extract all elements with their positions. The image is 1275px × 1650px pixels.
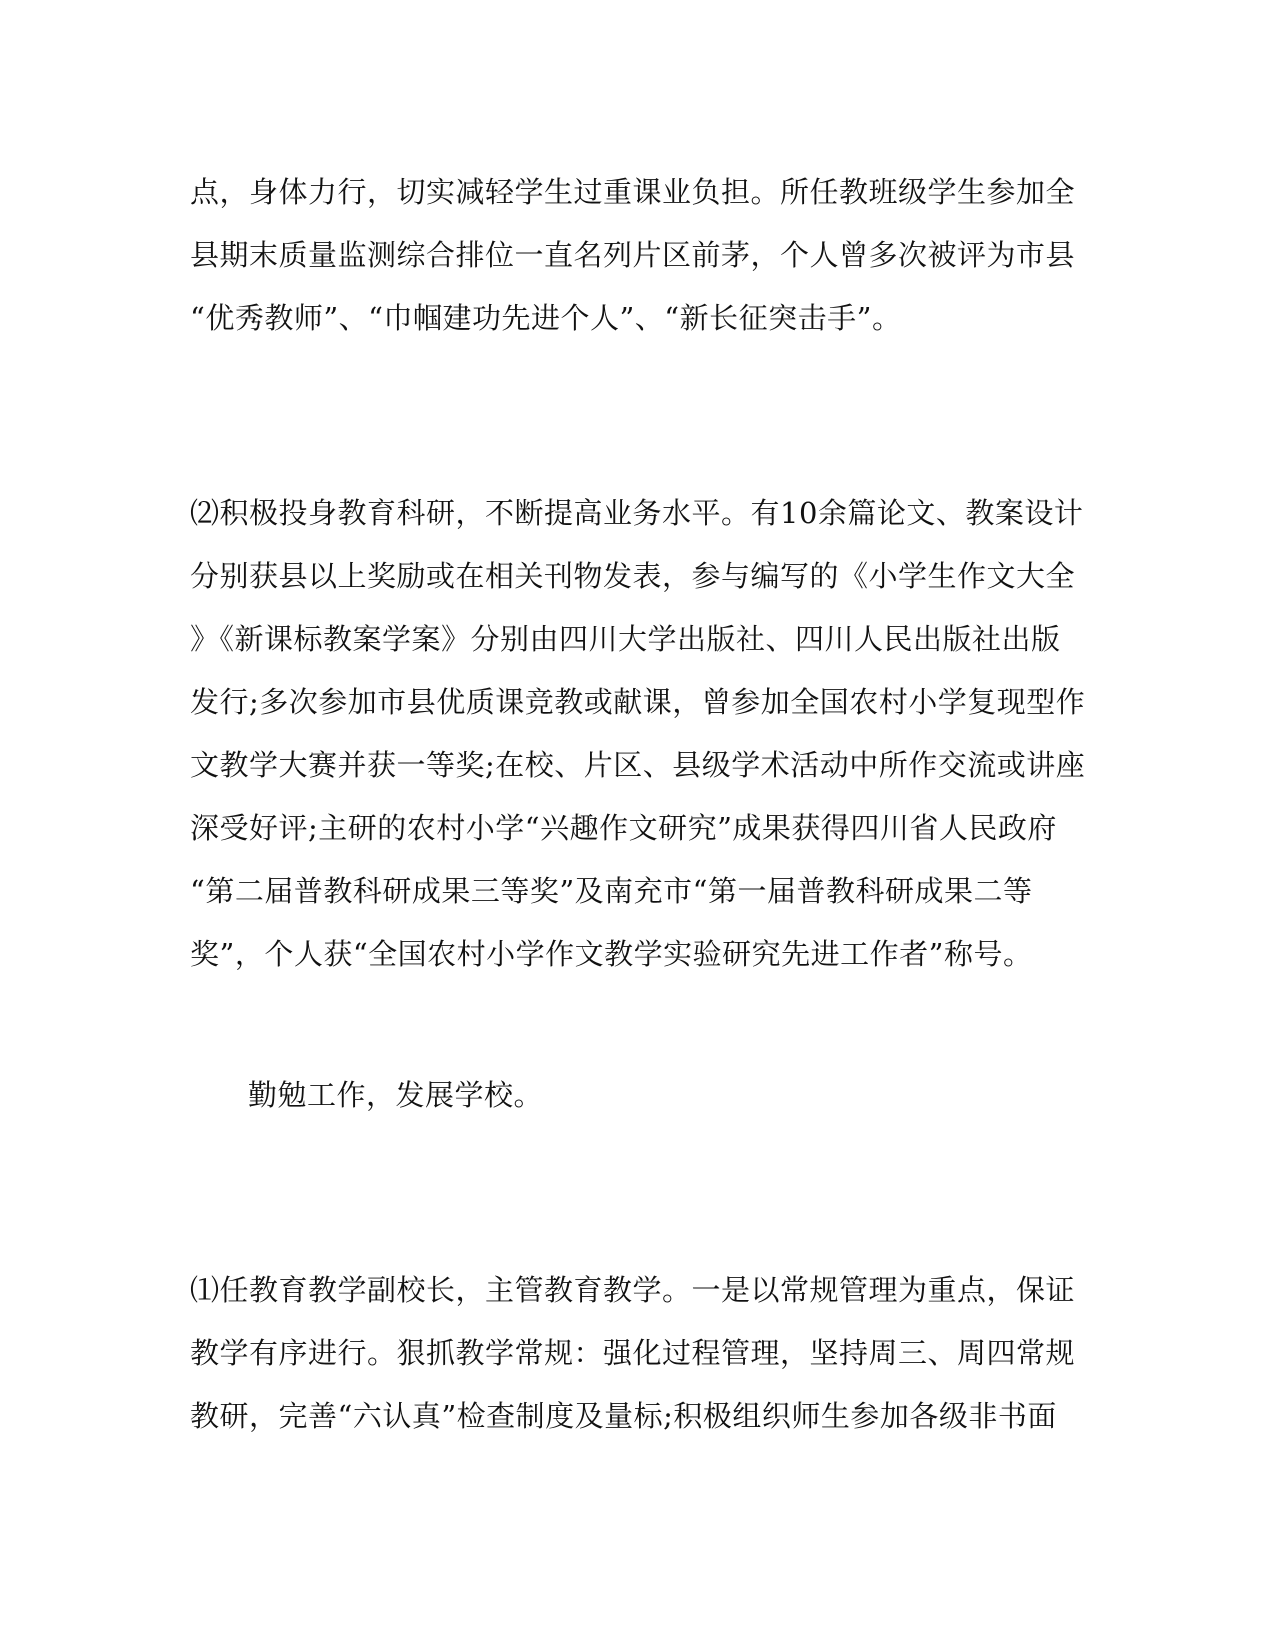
text-line: 点，身体力行，切实减轻学生过重课业负担。所任教班级学生参加全: [190, 175, 1076, 209]
text-line: 教研，完善“六认真”检查制度及量标;积极组织师生参加各级非书面: [190, 1399, 1057, 1433]
text-line: 分别获县以上奖励或在相关刊物发表，参与编写的《小学生作文大全: [190, 559, 1076, 593]
text-line: “优秀教师”、“巾帼建功先进个人”、“新长征突击手”。: [190, 301, 902, 335]
text-line: 教学有序进行。狠抓教学常规：强化过程管理，坚持周三、周四常规: [190, 1336, 1076, 1370]
text-line: 县期末质量监测综合排位一直名列片区前茅，个人曾多次被评为市县: [190, 238, 1076, 272]
text-line: ⑴任教育教学副校长，主管教育教学。一是以常规管理为重点，保证: [190, 1273, 1076, 1307]
text-line: 深受好评;主研的农村小学“兴趣作文研究”成果获得四川省人民政府: [190, 811, 1057, 845]
text-line: “第二届普教科研成果三等奖”及南充市“第一届普教科研成果二等: [190, 874, 1033, 908]
text-line: ⑵积极投身教育科研，不断提高业务水平。有10余篇论文、教案设计: [190, 496, 1084, 530]
text-line: 奖”，个人获“全国农村小学作文教学实验研究先进工作者”称号。: [190, 937, 1033, 971]
text-line: 发行;多次参加市县优质课竞教或献课，曾参加全国农村小学复现型作: [190, 685, 1086, 719]
text-line: 文教学大赛并获一等奖;在校、片区、县级学术活动中所作交流或讲座: [190, 748, 1086, 782]
text-line: 》《新课标教案学案》分别由四川大学出版社、四川人民出版社出版: [190, 622, 1061, 656]
section-heading-text: 勤勉工作，发展学校。: [248, 1078, 544, 1112]
